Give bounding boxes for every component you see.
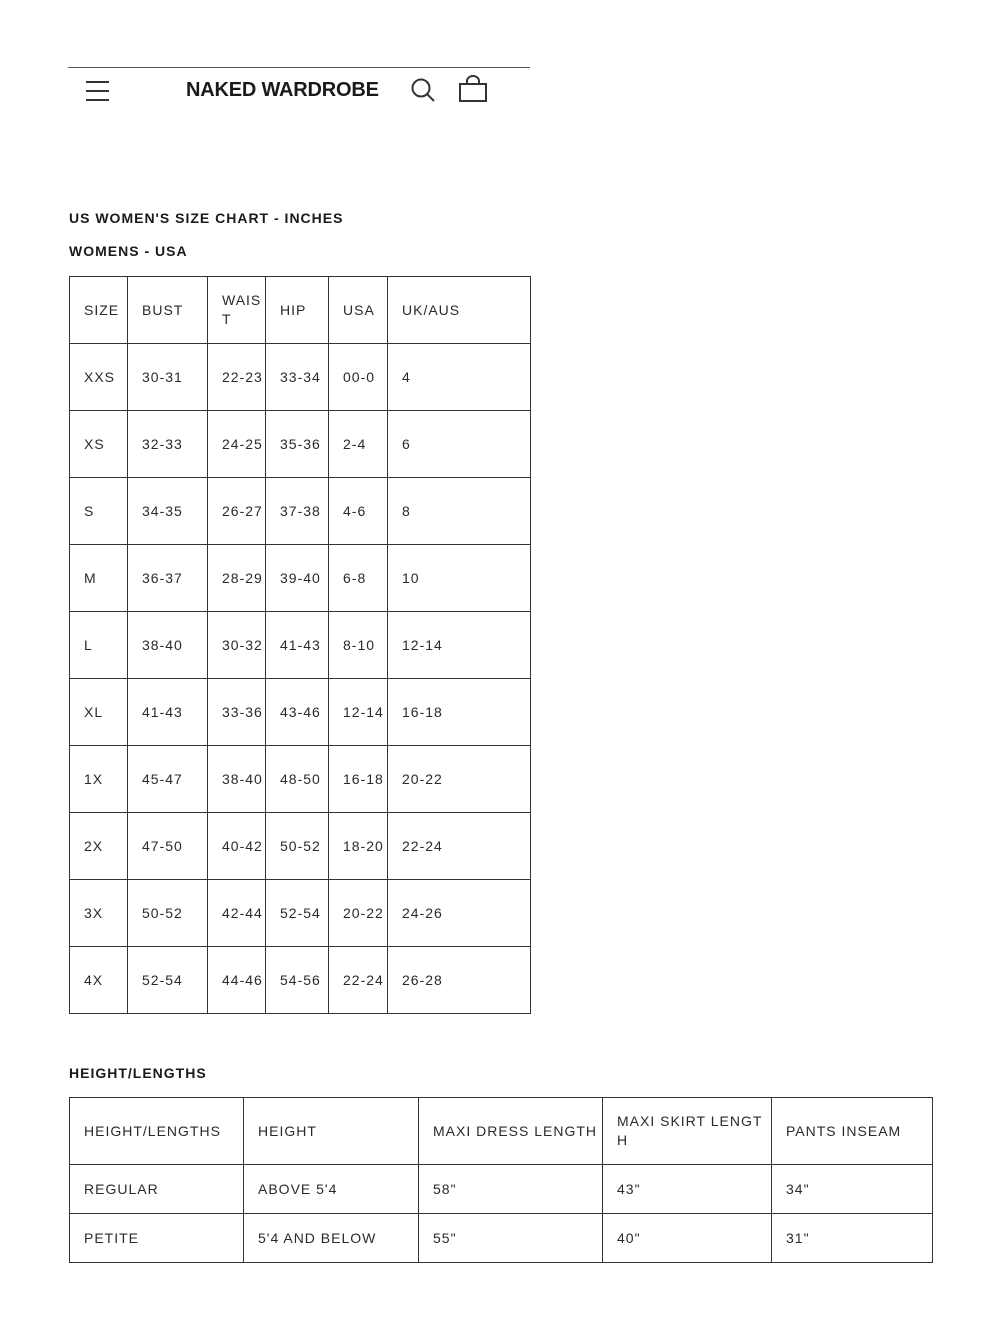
column-header: UK/AUS <box>388 277 531 344</box>
table-cell: 24-26 <box>388 880 531 947</box>
column-header: HEIGHT <box>244 1098 419 1165</box>
table-cell: 41-43 <box>128 679 208 746</box>
table-cell: 35-36 <box>266 411 329 478</box>
table-cell: 37-38 <box>266 478 329 545</box>
shopping-bag-icon[interactable] <box>458 75 488 103</box>
table-cell: S <box>70 478 128 545</box>
table-cell: 54-56 <box>266 947 329 1014</box>
table-cell: 12-14 <box>388 612 531 679</box>
table-cell: 55" <box>419 1214 603 1263</box>
table-cell: XXS <box>70 344 128 411</box>
table-cell: 40-42 <box>208 813 266 880</box>
table-cell: 33-36 <box>208 679 266 746</box>
table-row <box>70 411 531 478</box>
size-chart-title: US WOMEN'S SIZE CHART - INCHES <box>69 210 344 226</box>
table-cell: 43" <box>603 1165 772 1214</box>
table-cell: 38-40 <box>208 746 266 813</box>
column-header: WAIST <box>208 277 266 344</box>
table-cell: 24-25 <box>208 411 266 478</box>
table-cell: 41-43 <box>266 612 329 679</box>
table-cell: 33-34 <box>266 344 329 411</box>
table-row <box>70 612 531 679</box>
table-cell: 32-33 <box>128 411 208 478</box>
table-cell: 45-47 <box>128 746 208 813</box>
table-cell: 34" <box>772 1165 933 1214</box>
column-header: MAXI DRESS LENGTH <box>419 1098 603 1165</box>
table-cell: 30-31 <box>128 344 208 411</box>
table-cell: 20-22 <box>329 880 388 947</box>
table-cell: 34-35 <box>128 478 208 545</box>
table-row <box>70 478 531 545</box>
table-row <box>70 545 531 612</box>
table-cell: 1X <box>70 746 128 813</box>
table-cell: 8 <box>388 478 531 545</box>
table-cell: 48-50 <box>266 746 329 813</box>
table-cell: PETITE <box>70 1214 244 1263</box>
table-cell: 26-28 <box>388 947 531 1014</box>
table-cell: 5'4 AND BELOW <box>244 1214 419 1263</box>
table-row <box>70 880 531 947</box>
table-cell: 16-18 <box>388 679 531 746</box>
table-cell: 52-54 <box>128 947 208 1014</box>
table-cell: 50-52 <box>128 880 208 947</box>
table-cell: L <box>70 612 128 679</box>
table-cell: 22-24 <box>329 947 388 1014</box>
table-cell: 2X <box>70 813 128 880</box>
table-cell: ABOVE 5'4 <box>244 1165 419 1214</box>
hamburger-menu-icon[interactable] <box>86 80 109 102</box>
table-cell: 47-50 <box>128 813 208 880</box>
table-cell: 52-54 <box>266 880 329 947</box>
column-header: SIZE <box>70 277 128 344</box>
table-cell: 30-32 <box>208 612 266 679</box>
table-cell: 42-44 <box>208 880 266 947</box>
column-header: BUST <box>128 277 208 344</box>
table-header-row <box>70 277 531 344</box>
table-cell: 28-29 <box>208 545 266 612</box>
size-chart-subtitle: WOMENS - USA <box>69 243 188 259</box>
table-cell: 8-10 <box>329 612 388 679</box>
table-cell: 10 <box>388 545 531 612</box>
table-row <box>70 679 531 746</box>
table-cell: 43-46 <box>266 679 329 746</box>
table-cell: 39-40 <box>266 545 329 612</box>
table-row <box>70 813 531 880</box>
table-cell: 36-37 <box>128 545 208 612</box>
table-cell: REGULAR <box>70 1165 244 1214</box>
table-cell: 22-24 <box>388 813 531 880</box>
table-cell: 6-8 <box>329 545 388 612</box>
table-row <box>70 947 531 1014</box>
column-header: HIP <box>266 277 329 344</box>
table-cell: 40" <box>603 1214 772 1263</box>
table-cell: 26-27 <box>208 478 266 545</box>
lengths-chart-table <box>69 1097 933 1263</box>
table-cell: M <box>70 545 128 612</box>
table-row <box>70 344 531 411</box>
table-cell: XL <box>70 679 128 746</box>
search-icon[interactable] <box>410 77 436 103</box>
column-header: USA <box>329 277 388 344</box>
table-cell: 6 <box>388 411 531 478</box>
table-cell: XS <box>70 411 128 478</box>
table-cell: 38-40 <box>128 612 208 679</box>
table-cell: 00-0 <box>329 344 388 411</box>
table-cell: 16-18 <box>329 746 388 813</box>
table-cell: 2-4 <box>329 411 388 478</box>
table-row <box>70 1165 933 1214</box>
table-cell: 22-23 <box>208 344 266 411</box>
column-header: HEIGHT/LENGTHS <box>70 1098 244 1165</box>
table-cell: 3X <box>70 880 128 947</box>
table-cell: 58" <box>419 1165 603 1214</box>
size-chart-table <box>69 276 531 1014</box>
table-cell: 18-20 <box>329 813 388 880</box>
table-cell: 20-22 <box>388 746 531 813</box>
table-cell: 31" <box>772 1214 933 1263</box>
column-header: PANTS INSEAM <box>772 1098 933 1165</box>
header-divider <box>68 67 530 68</box>
table-cell: 4 <box>388 344 531 411</box>
table-header-row <box>70 1098 933 1165</box>
table-cell: 4-6 <box>329 478 388 545</box>
table-cell: 12-14 <box>329 679 388 746</box>
table-cell: 4X <box>70 947 128 1014</box>
brand-logo[interactable]: NAKED WARDROBE <box>186 79 379 101</box>
table-row <box>70 1214 933 1263</box>
column-header: MAXI SKIRT LENGTH <box>603 1098 772 1165</box>
table-row <box>70 746 531 813</box>
table-cell: 50-52 <box>266 813 329 880</box>
lengths-chart-title: HEIGHT/LENGTHS <box>69 1065 207 1081</box>
table-cell: 44-46 <box>208 947 266 1014</box>
